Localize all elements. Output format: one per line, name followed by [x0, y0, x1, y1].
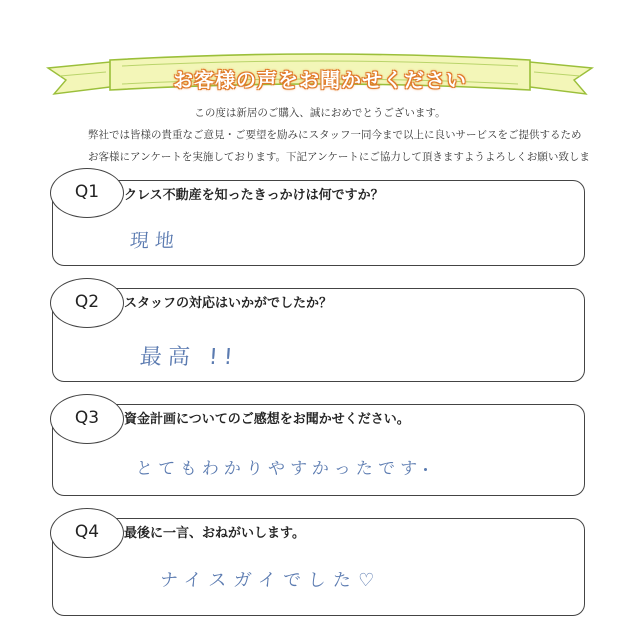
answer-q3-dot [424, 468, 427, 471]
answer-q2: 最高 !! [138, 345, 240, 370]
question-number-q2: Q2 [50, 278, 124, 328]
intro-text [50, 102, 590, 190]
answer-q3: とてもわかりやすかったです [135, 459, 423, 479]
intro-line-2: 弊社では皆様の貴重なご意見・ご要望を励みにスタッフ一同今まで以上に良いサービスをご提供するため [88, 129, 582, 141]
answer-q4: ナイスガイでした♡ [159, 570, 382, 591]
page-title: お客様の声をお聞かせください [173, 68, 467, 92]
intro-line-3: お客様にアンケートを実施しております。下記アンケートにご協力して頂きますようよろしくお願い致しま [88, 151, 590, 163]
intro-line-1: この度は新居のご購入、誠におめでとうございます。 [194, 107, 446, 119]
question-text-q4: 最後に一言、おねがいします。 [124, 526, 305, 541]
question-text-q1: クレス不動産を知ったきっかけは何ですか？ [124, 188, 384, 203]
question-number-q3: Q3 [50, 394, 124, 444]
question-number-q1: Q1 [50, 168, 124, 218]
title-banner [40, 52, 600, 108]
question-number-q4: Q4 [50, 508, 124, 558]
answer-q1: 現地 [129, 230, 181, 252]
question-text-q2: スタッフの対応はいかがでしたか？ [124, 296, 333, 311]
question-text-q3: 資金計画についてのご感想をお聞かせください。 [124, 412, 410, 427]
